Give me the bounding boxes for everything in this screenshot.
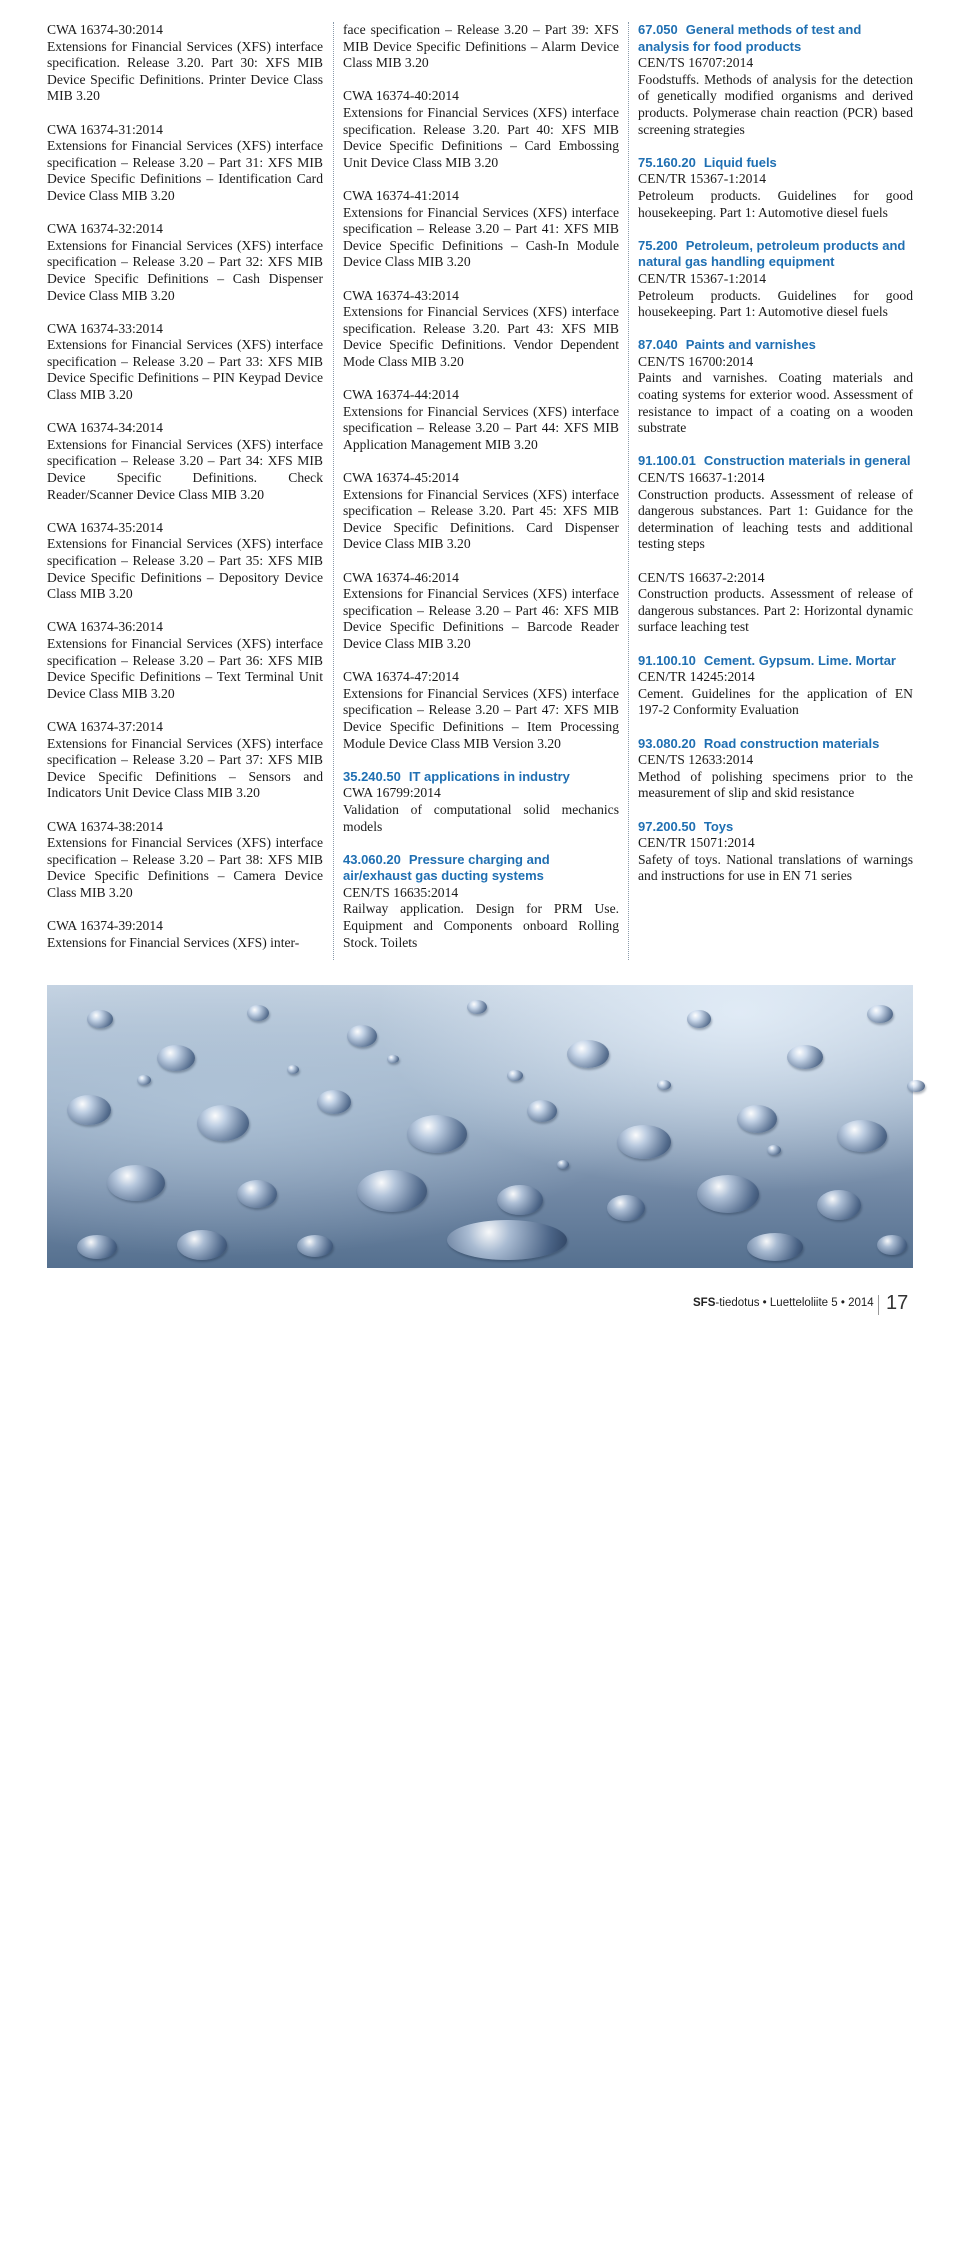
publication-issue: -tiedotus • Luetteloliite 5 • 2014 bbox=[715, 1297, 874, 1309]
standard-title: Construction products. Assessment of release of dangerous substances. Part 1: Guidance for the determination of leaching tests and additional testing steps bbox=[638, 486, 913, 552]
standard-code: CWA 16374-33:2014 bbox=[47, 320, 163, 336]
standard-title: Extensions for Financial Services (XFS) interface specification – Release 3.20 – Part 46: XFS MIB Device Specific Definitions – Barcode Reader Device Class MIB 3.20 bbox=[343, 586, 619, 651]
standard-entry bbox=[638, 669, 913, 719]
ics-section bbox=[638, 155, 913, 221]
standard-code: CWA 16374-35:2014 bbox=[47, 519, 163, 535]
water-droplet bbox=[697, 1175, 759, 1213]
water-droplet bbox=[767, 1145, 781, 1155]
entry-title: face specification – Release 3.20 – Part 39: XFS MIB Device Specific Definitions – Alarm Device Class MIB 3.20 bbox=[343, 22, 619, 71]
standard-title: Method of polishing specimens prior to the measurement of slip and skid resistance bbox=[638, 768, 913, 801]
standard-entry bbox=[47, 819, 323, 902]
standard-entry bbox=[343, 188, 619, 271]
section-name: Paints and varnishes bbox=[685, 337, 816, 353]
page-number: 17 bbox=[886, 1292, 909, 1314]
standard-entry bbox=[638, 570, 913, 636]
column-2-entries bbox=[343, 88, 619, 752]
section-code: 75.200 bbox=[638, 237, 678, 253]
standard-code: CWA 16374-43:2014 bbox=[343, 287, 459, 303]
standard-entry bbox=[47, 221, 323, 304]
water-droplet bbox=[617, 1125, 671, 1159]
standard-code: CWA 16374-32:2014 bbox=[47, 221, 163, 237]
standard-code: CWA 16374-45:2014 bbox=[343, 470, 459, 486]
standard-entry bbox=[47, 22, 323, 105]
standard-code: CWA 16374-38:2014 bbox=[47, 818, 163, 834]
section-code: 91.100.01 bbox=[638, 453, 696, 469]
ics-section bbox=[638, 453, 913, 636]
standard-entry bbox=[638, 55, 913, 138]
water-droplet bbox=[357, 1170, 427, 1212]
water-droplet bbox=[67, 1095, 111, 1125]
standard-entry bbox=[47, 520, 323, 603]
standard-title: Extensions for Financial Services (XFS) interface specification – Release 3.20 – Part 36: XFS MIB Device Specific Definitions – Text Terminal Unit Device Class MIB 3.20 bbox=[47, 635, 323, 701]
ics-section bbox=[638, 337, 913, 437]
section-name: Toys bbox=[703, 818, 734, 834]
section-code: 93.080.20 bbox=[638, 735, 696, 751]
section-heading bbox=[638, 238, 913, 271]
standard-code: CWA 16374-44:2014 bbox=[343, 387, 459, 403]
section-name: Liquid fuels bbox=[703, 154, 777, 170]
water-droplet bbox=[907, 1080, 925, 1092]
standard-code: CWA 16374-46:2014 bbox=[343, 569, 459, 585]
standard-title: Extensions for Financial Services (XFS) interface specification – Release 3.20 – Part 38: XFS MIB Device Specific Definitions – Camera Device Class MIB 3.20 bbox=[47, 835, 323, 900]
standard-entry bbox=[47, 619, 323, 702]
water-droplet bbox=[747, 1233, 803, 1261]
section-heading bbox=[343, 852, 619, 885]
ics-section bbox=[638, 736, 913, 802]
photo-credit: Freeimages.com/xenin bbox=[95, 2151, 106, 2253]
standard-code: CWA 16374-36:2014 bbox=[47, 619, 163, 635]
standard-title: Extensions for Financial Services (XFS) interface specification. Release 3.20. Part 43: XFS MIB Device Specific Definitions. Vendor Dependent Mode Class MIB 3.20 bbox=[343, 304, 619, 369]
water-droplet bbox=[157, 1045, 195, 1071]
standard-title: Extensions for Financial Services (XFS) interface specification – Release 3.20. Part 45: XFS MIB Device Specific Definitions. Card Dispenser Device Class MIB 3.20 bbox=[343, 486, 619, 552]
ics-section bbox=[343, 769, 619, 835]
section-name: Pressure charging and air/exhaust gas ducting systems bbox=[343, 851, 550, 884]
standard-entry bbox=[343, 387, 619, 453]
standard-title: Cement. Guidelines for the application of EN 197-2 Conformity Evaluation bbox=[638, 685, 913, 718]
standard-code: CEN/TR 15367-1:2014 bbox=[638, 171, 767, 187]
standard-code: CEN/TR 15071:2014 bbox=[638, 835, 755, 851]
ics-section bbox=[638, 653, 913, 719]
water-droplet bbox=[317, 1090, 351, 1114]
publication-name bbox=[693, 1297, 874, 1309]
water-droplet bbox=[347, 1025, 377, 1047]
standard-code: CWA 16374-40:2014 bbox=[343, 88, 459, 104]
standard-entry bbox=[47, 321, 323, 404]
column-2 bbox=[343, 22, 619, 968]
water-droplet bbox=[557, 1160, 569, 1169]
standard-entry bbox=[638, 752, 913, 802]
water-droplet bbox=[177, 1230, 227, 1260]
section-heading bbox=[638, 736, 913, 753]
section-name: IT applications in industry bbox=[408, 768, 570, 784]
standard-entry bbox=[343, 669, 619, 752]
section-code: 75.160.20 bbox=[638, 154, 696, 170]
standard-title: Extensions for Financial Services (XFS) interface specification – Release 3.20 – Part 41: XFS MIB Device Specific Definitions – Cash-In Module Device Class MIB 3.20 bbox=[343, 204, 619, 270]
standard-code: CWA 16374-47:2014 bbox=[343, 669, 459, 685]
standard-title: Construction products. Assessment of release of dangerous substances. Part 2: Horizontal dynamic surface leaching test bbox=[638, 586, 913, 635]
standard-code: CEN/TS 16635:2014 bbox=[343, 884, 459, 900]
water-droplet bbox=[87, 1010, 113, 1028]
water-droplet bbox=[657, 1080, 671, 1090]
standard-code: CWA 16374-37:2014 bbox=[47, 718, 163, 734]
standard-title: Railway application. Design for PRM Use. Equipment and Components onboard Rolling Stock. Toilets bbox=[343, 901, 619, 950]
standard-title: Extensions for Financial Services (XFS) interface specification. Release 3.20. Part 30: XFS MIB Device Specific Definitions. Printer Device Class MIB 3.20 bbox=[47, 38, 323, 104]
footer-divider bbox=[878, 1295, 879, 1315]
standard-entry bbox=[47, 719, 323, 802]
water-droplet bbox=[237, 1180, 277, 1208]
standard-code: CEN/TS 16707:2014 bbox=[638, 55, 754, 71]
ics-section bbox=[638, 238, 913, 321]
standard-entry bbox=[638, 354, 913, 437]
section-code: 97.200.50 bbox=[638, 818, 696, 834]
water-droplet bbox=[567, 1040, 609, 1068]
standard-title: Extensions for Financial Services (XFS) interface specification – Release 3.20 – Part 33: XFS MIB Device Specific Definitions – PIN Keypad Device Class MIB 3.20 bbox=[47, 337, 323, 403]
water-droplet bbox=[837, 1120, 887, 1152]
standard-code: CWA 16374-34:2014 bbox=[47, 420, 163, 436]
standard-title: Extensions for Financial Services (XFS) interface specification – Release 3.20 – Part 34: XFS MIB Device Specific Definitions. Check Reader/Scanner Device Class MIB 3.20 bbox=[47, 436, 323, 502]
water-droplet bbox=[467, 1000, 487, 1014]
section-heading bbox=[638, 819, 913, 836]
standard-entry bbox=[47, 122, 323, 205]
standard-code: CEN/TS 16637-2:2014 bbox=[638, 569, 765, 585]
standard-title: Extensions for Financial Services (XFS) interface specification. Release 3.20. Part 40: XFS MIB Device Specific Definitions – Card Embossing Unit Device Class MIB 3.20 bbox=[343, 104, 619, 170]
standard-entry bbox=[343, 885, 619, 951]
water-droplet bbox=[527, 1100, 557, 1122]
standard-code: CWA 16799:2014 bbox=[343, 785, 441, 801]
standard-entry bbox=[638, 470, 913, 553]
section-name: Cement. Gypsum. Lime. Mortar bbox=[703, 652, 896, 668]
standard-code: CEN/TS 16637-1:2014 bbox=[638, 470, 765, 486]
standard-entry bbox=[638, 171, 913, 221]
section-heading bbox=[638, 337, 913, 354]
section-code: 35.240.50 bbox=[343, 768, 401, 784]
water-droplet bbox=[737, 1105, 777, 1133]
standard-code: CWA 16374-31:2014 bbox=[47, 121, 163, 137]
standard-title: Petroleum products. Guidelines for good housekeeping. Part 1: Automotive diesel fuels bbox=[638, 287, 913, 320]
water-droplet bbox=[137, 1075, 151, 1085]
water-droplet bbox=[817, 1190, 861, 1220]
standard-title: Validation of computational solid mechanics models bbox=[343, 801, 619, 834]
water-droplet bbox=[77, 1235, 117, 1259]
standard-entry bbox=[343, 785, 619, 835]
standard-entry bbox=[343, 88, 619, 171]
water-droplet bbox=[787, 1045, 823, 1069]
water-droplet bbox=[687, 1010, 711, 1028]
water-droplet bbox=[447, 1220, 567, 1260]
ics-section bbox=[343, 852, 619, 952]
ics-section bbox=[638, 819, 913, 885]
ics-section bbox=[638, 22, 913, 138]
standard-title: Foodstuffs. Methods of analysis for the detection of genetically modified organisms and derived products. Polymerase chain reaction (PCR) based screening strategies bbox=[638, 71, 913, 137]
standard-entry bbox=[47, 918, 323, 951]
water-droplet bbox=[297, 1235, 333, 1257]
column-divider-1 bbox=[333, 22, 334, 960]
standard-title: Extensions for Financial Services (XFS) interface specification – Release 3.20 – Part 44: XFS MIB Application Management MIB 3.20 bbox=[343, 403, 619, 452]
standard-title: Extensions for Financial Services (XFS) interface specification – Release 3.20 – Part 37: XFS MIB Device Specific Definitions – Sensors and Indicators Unit Device Class MIB 3.20 bbox=[47, 735, 323, 801]
section-name: Road construction materials bbox=[703, 735, 880, 751]
standard-title: Extensions for Financial Services (XFS) interface specification – Release 3.20 – Part 47: XFS MIB Device Specific Definitions – Item Processing Module Device Class MIB Version 3.20 bbox=[343, 685, 619, 751]
standard-title: Extensions for Financial Services (XFS) interface specification – Release 3.20 – Part 35: XFS MIB Device Specific Definitions – Depository Device Class MIB 3.20 bbox=[47, 536, 323, 602]
publication-brand: SFS bbox=[693, 1297, 716, 1309]
section-heading bbox=[638, 653, 913, 670]
standard-code: CEN/TS 16700:2014 bbox=[638, 353, 754, 369]
section-code: 87.040 bbox=[638, 337, 678, 353]
water-droplet bbox=[507, 1070, 523, 1081]
water-droplet bbox=[877, 1235, 907, 1255]
standard-entry bbox=[638, 271, 913, 321]
standard-code: CEN/TR 14245:2014 bbox=[638, 669, 755, 685]
standard-entry bbox=[343, 470, 619, 553]
section-code: 91.100.10 bbox=[638, 652, 696, 668]
standard-entry bbox=[343, 570, 619, 653]
section-name: General methods of test and analysis for food products bbox=[638, 22, 862, 54]
water-droplet bbox=[407, 1115, 467, 1153]
section-code: 67.050 bbox=[638, 22, 678, 37]
water-droplet bbox=[387, 1055, 399, 1063]
column-divider-2 bbox=[628, 22, 629, 960]
column-3 bbox=[638, 22, 913, 901]
standard-code: CWA 16374-30:2014 bbox=[47, 22, 163, 37]
column-1 bbox=[47, 22, 323, 968]
standard-entry bbox=[638, 835, 913, 885]
standard-entry bbox=[47, 420, 323, 503]
column-2-sections bbox=[343, 769, 619, 952]
standard-title: Extensions for Financial Services (XFS) interface specification – Release 3.20 – Part 31: XFS MIB Device Specific Definitions – Identification Card Device Class MIB 3.20 bbox=[47, 138, 323, 203]
standard-code: CWA 16374-39:2014 bbox=[47, 918, 163, 934]
section-code: 43.060.20 bbox=[343, 851, 401, 867]
standard-code: CEN/TR 15367-1:2014 bbox=[638, 270, 767, 286]
section-heading bbox=[638, 22, 913, 55]
standard-title: Extensions for Financial Services (XFS) inter- bbox=[47, 934, 300, 950]
water-droplet bbox=[287, 1065, 299, 1074]
section-name: Construction materials in general bbox=[703, 453, 911, 469]
standard-entry bbox=[343, 288, 619, 371]
water-droplet bbox=[867, 1005, 893, 1023]
standard-title: Petroleum products. Guidelines for good housekeeping. Part 1: Automotive diesel fuels bbox=[638, 187, 913, 220]
section-heading bbox=[638, 453, 913, 470]
water-droplet bbox=[247, 1005, 269, 1021]
section-heading bbox=[343, 769, 619, 786]
standard-title: Extensions for Financial Services (XFS) interface specification – Release 3.20 – Part 32: XFS MIB Device Specific Definitions – Cash Dispenser Device Class MIB 3.20 bbox=[47, 237, 323, 303]
water-droplet bbox=[107, 1165, 165, 1201]
water-droplet bbox=[607, 1195, 645, 1221]
standard-title: Paints and varnishes. Coating materials and coating systems for exterior wood. Assessment of resistance to impact of a coating on a wooden substrate bbox=[638, 370, 913, 436]
water-droplet bbox=[497, 1185, 543, 1215]
section-heading bbox=[638, 155, 913, 172]
standard-code: CWA 16374-41:2014 bbox=[343, 187, 459, 203]
page-footer bbox=[560, 1292, 920, 1316]
continuation-entry bbox=[343, 22, 619, 72]
section-name: Petroleum, petroleum products and natural gas handling equipment bbox=[638, 237, 906, 270]
standard-title: Safety of toys. National translations of warnings and instructions for use in EN 71 series bbox=[638, 851, 913, 884]
standard-code: CEN/TS 12633:2014 bbox=[638, 752, 754, 768]
water-droplet bbox=[197, 1105, 249, 1141]
